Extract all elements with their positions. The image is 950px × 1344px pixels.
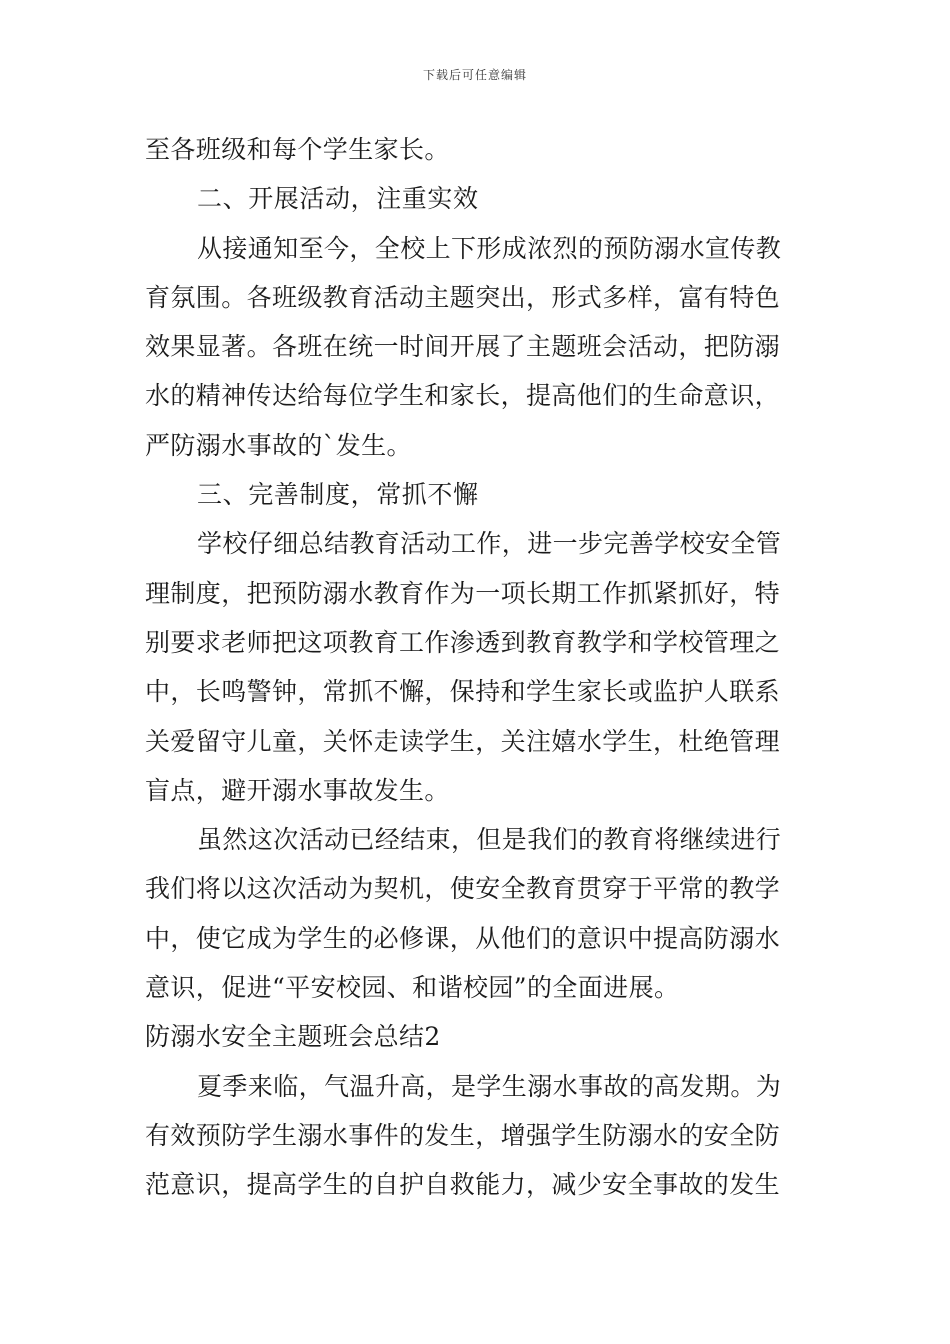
paragraph-line: 别要求老师把这项教育工作渗透到教育教学和学校管理之 [145,627,781,657]
paragraph-line: 意识，促进“平安校园、和谐校园”的全面进展。 [145,973,680,1003]
paragraph-line: 至各班级和每个学生家长。 [145,135,450,164]
paragraph-line: 关爱留守儿童，关怀走读学生，关注嬉水学生，杜绝管理 [145,726,781,756]
paragraph-line: 效果显著。各班在统一时间开展了主题班会活动，把防溺 [145,332,781,362]
paragraph-line: 严防溺水事故的`发生。 [145,430,412,460]
paragraph-line: 水的精神传达给每位学生和家长，提高他们的生命意识， [145,381,781,411]
article-title-2: 防溺水安全主题班会总结2 [145,1022,441,1052]
paragraph-line: 学校仔细总结教育活动工作，进一步完善学校安全管 [197,529,782,559]
paragraph-line: 育氛围。各班级教育活动主题突出，形式多样，富有特色 [145,282,781,312]
paragraph-line: 范意识，提高学生的自护自救能力，减少安全事故的发生 [145,1170,781,1200]
paragraph-line: 中，使它成为学生的必修课，从他们的意识中提高防溺水 [145,923,781,953]
paragraph-line: 夏季来临，气温升高，是学生溺水事故的高发期。为 [197,1071,782,1101]
paragraph-line: 理制度，把预防溺水教育作为一项长期工作抓紧抓好，特 [145,578,781,608]
paragraph-line: 我们将以这次活动为契机，使安全教育贯穿于平常的教学 [145,874,781,904]
page-header-note: 下载后可任意编辑 [422,68,527,82]
document-body [145,125,810,1210]
paragraph-line: 有效预防学生溺水事件的发生，增强学生防溺水的安全防 [145,1120,781,1150]
section-heading-3: 三、完善制度，常抓不懈 [197,480,479,510]
paragraph-line: 盲点，避开溺水事故发生。 [145,775,450,805]
paragraph-line: 中，长鸣警钟，常抓不懈，保持和学生家长或监护人联系 [145,677,781,707]
paragraph-line: 虽然这次活动已经结束，但是我们的教育将继续进行 [197,825,782,855]
section-heading-2: 二、开展活动，注重实效 [197,184,479,214]
paragraph-line: 从接通知至今，全校上下形成浓烈的预防溺水宣传教 [197,233,782,263]
